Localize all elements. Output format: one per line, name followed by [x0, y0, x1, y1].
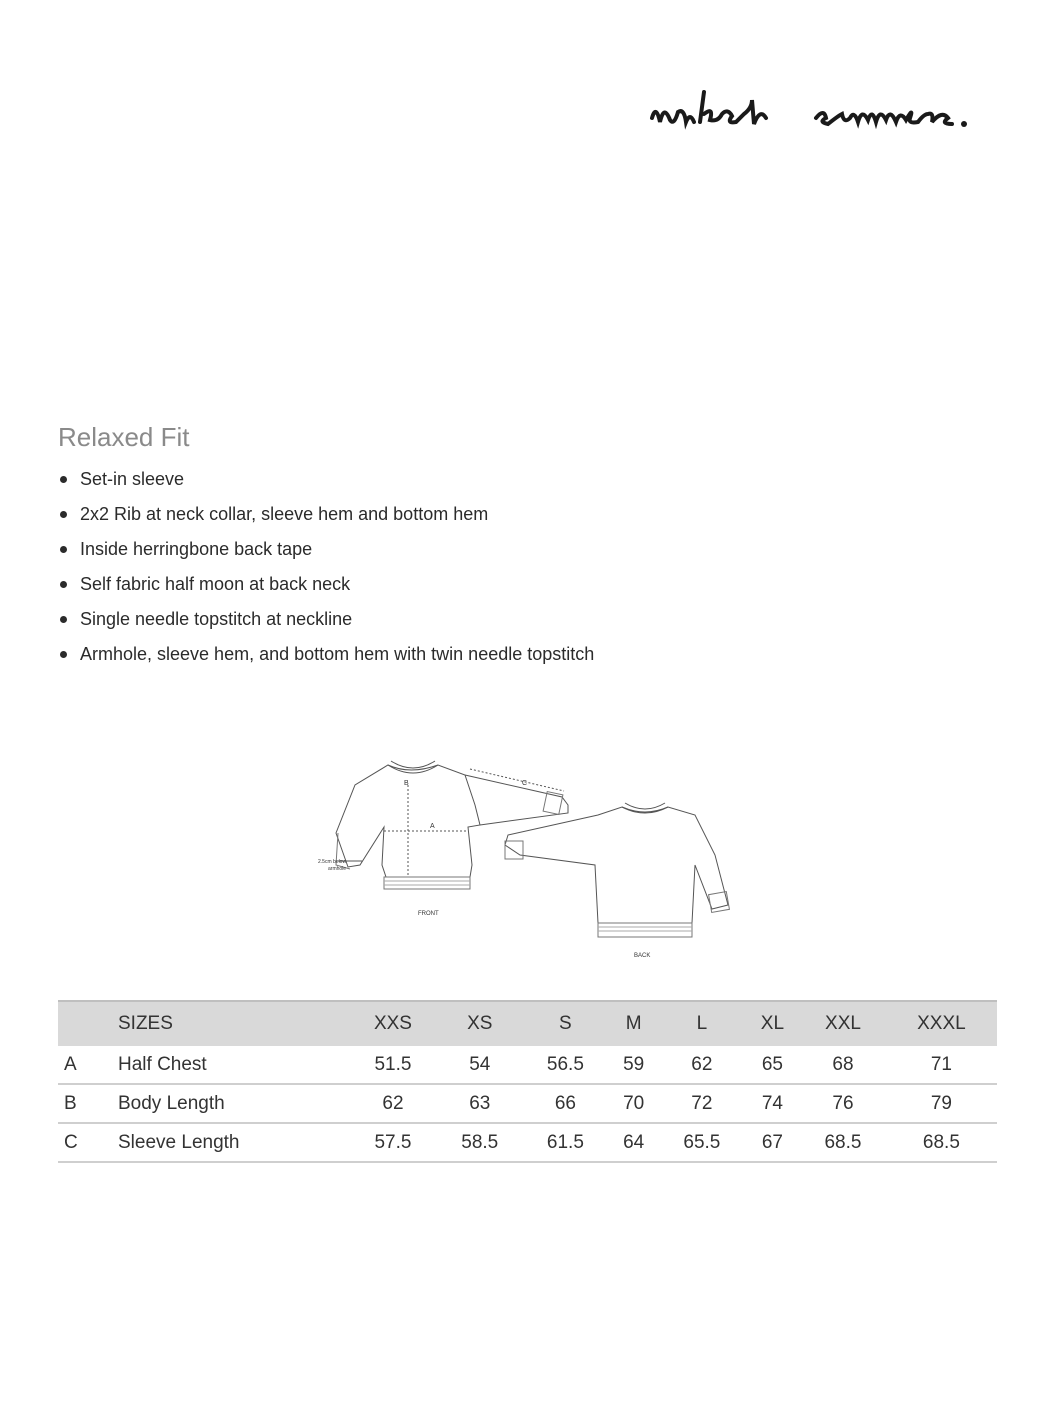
feature-item: Single needle topstitch at neckline — [58, 602, 594, 637]
fit-title: Relaxed Fit — [58, 422, 190, 452]
marker-c: C — [522, 780, 528, 787]
back-label: BACK — [634, 953, 651, 959]
header-sizes-label: SIZES — [117, 1001, 349, 1046]
brand-logo-image — [648, 78, 1008, 148]
table-cell: 64 — [608, 1123, 659, 1162]
table-cell: 63 — [437, 1084, 523, 1123]
front-sweater-drawing — [336, 761, 568, 889]
size-xxl: XXL — [800, 1001, 886, 1046]
row-label: Body Length — [117, 1084, 349, 1123]
feature-item: 2x2 Rib at neck collar, sleeve hem and bottom hem — [58, 497, 594, 532]
table-cell: 68 — [800, 1046, 886, 1084]
table-cell: 51.5 — [349, 1046, 437, 1084]
row-letter: B — [58, 1084, 117, 1123]
back-sweater-drawing — [505, 803, 729, 937]
row-label: Sleeve Length — [117, 1123, 349, 1162]
size-table — [58, 1000, 997, 1163]
table-cell: 76 — [800, 1084, 886, 1123]
row-letter: A — [58, 1046, 117, 1084]
measure-note-line1: 2.5cm below — [318, 859, 347, 865]
header-letter — [58, 1001, 117, 1046]
feature-item: Armhole, sleeve hem, and bottom hem with twin needle topstitch — [58, 637, 594, 672]
size-s: S — [523, 1001, 609, 1046]
feature-item: Inside herringbone back tape — [58, 532, 594, 567]
table-cell: 68.5 — [800, 1123, 886, 1162]
feature-item: Set-in sleeve — [58, 462, 594, 497]
table-row — [58, 1046, 997, 1084]
table-row — [58, 1123, 997, 1162]
table-cell: 61.5 — [523, 1123, 609, 1162]
table-cell: 62 — [659, 1046, 745, 1084]
marker-b: B — [404, 780, 409, 787]
row-letter: C — [58, 1123, 117, 1162]
measure-note-line2: armhole — [328, 866, 347, 872]
size-xl: XL — [745, 1001, 800, 1046]
size-table-header — [58, 1001, 997, 1046]
table-cell: 66 — [523, 1084, 609, 1123]
table-cell: 65.5 — [659, 1123, 745, 1162]
table-cell: 74 — [745, 1084, 800, 1123]
table-cell: 54 — [437, 1046, 523, 1084]
size-xs: XS — [437, 1001, 523, 1046]
size-l: L — [659, 1001, 745, 1046]
feature-item: Self fabric half moon at back neck — [58, 567, 594, 602]
table-cell: 57.5 — [349, 1123, 437, 1162]
table-cell: 68.5 — [886, 1123, 997, 1162]
table-cell: 65 — [745, 1046, 800, 1084]
size-m: M — [608, 1001, 659, 1046]
table-cell: 72 — [659, 1084, 745, 1123]
table-cell: 71 — [886, 1046, 997, 1084]
marker-a: A — [430, 823, 435, 830]
brand-logo — [648, 78, 1008, 148]
row-label: Half Chest — [117, 1046, 349, 1084]
table-row — [58, 1084, 997, 1123]
table-cell: 67 — [745, 1123, 800, 1162]
size-xxxl: XXXL — [886, 1001, 997, 1046]
size-xxs: XXS — [349, 1001, 437, 1046]
table-cell: 70 — [608, 1084, 659, 1123]
table-cell: 56.5 — [523, 1046, 609, 1084]
table-cell: 58.5 — [437, 1123, 523, 1162]
table-cell: 59 — [608, 1046, 659, 1084]
front-label: FRONT — [418, 911, 439, 917]
table-cell: 62 — [349, 1084, 437, 1123]
table-cell: 79 — [886, 1084, 997, 1123]
garment-sketch — [300, 745, 750, 965]
feature-list — [58, 462, 594, 672]
